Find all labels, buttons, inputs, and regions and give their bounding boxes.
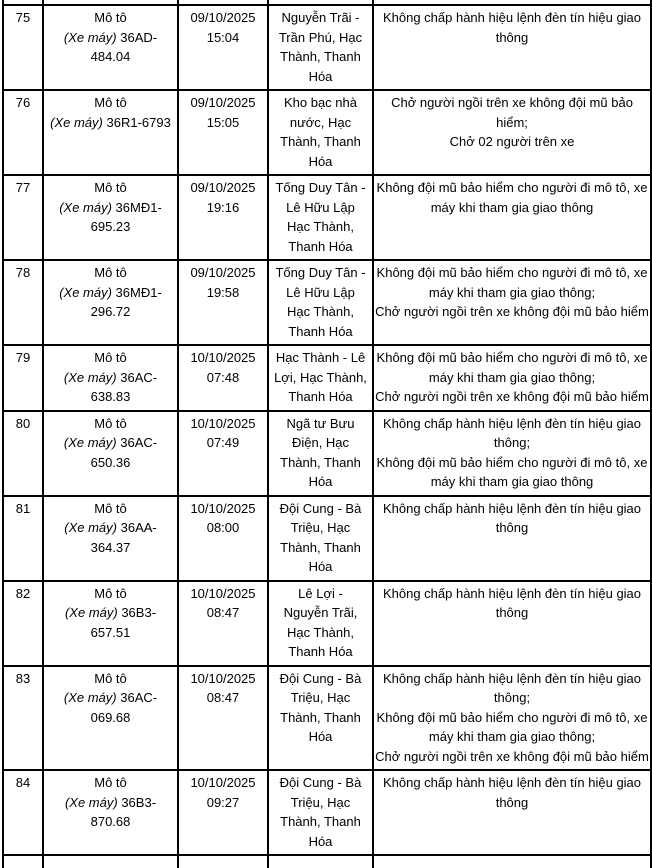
violation-date: 10/10/2025: [190, 350, 256, 365]
vehicle-plate: 36AA-364.37: [90, 520, 157, 555]
datetime-cell: [178, 411, 268, 496]
datetime-cell: [178, 581, 268, 666]
table-row: [3, 345, 651, 411]
vehicle-plate: 36AC-650.36: [90, 435, 158, 470]
violation-time: 07:48: [206, 369, 240, 385]
violation-date: 09/10/2025: [190, 265, 256, 280]
violation-text: Không chấp hành hiệu lệnh đèn tín hiệu giao thông: [382, 10, 642, 45]
violation-cell: [373, 496, 651, 581]
row-number-cell: [3, 496, 43, 581]
row-number: 77: [15, 180, 31, 195]
datetime-cell: [178, 770, 268, 855]
table-row: [3, 90, 651, 175]
row-number-cell: [3, 345, 43, 411]
vehicle-cell: [43, 411, 178, 496]
vehicle-cell: [43, 175, 178, 260]
vehicle-note: (Xe máy): [64, 520, 117, 535]
vehicle-plate-line: [46, 688, 175, 727]
row-number: 81: [15, 500, 31, 516]
violation-text: Không đội mũ bảo hiểm cho người đi mô tô, xe máy khi tham gia giao thông;: [376, 350, 648, 385]
vehicle-plate-line: [46, 518, 175, 557]
vehicle-type: Mô tô: [94, 775, 127, 790]
table-row: [3, 411, 651, 496]
vehicle-type: Mô tô: [94, 265, 127, 280]
vehicle-cell: [43, 581, 178, 666]
violation-text: Không đội mũ bảo hiểm cho người đi mô tô, xe máy khi tham gia giao thông;: [376, 709, 648, 744]
violation-time: 08:47: [206, 690, 240, 705]
vehicle-cell: [43, 90, 178, 175]
vehicle-type: Mô tô: [94, 350, 127, 365]
violation-text: Không đội mũ bảo hiểm cho người đi mô tô, xe máy khi tham gia giao thông: [376, 454, 648, 489]
vehicle-note: (Xe máy): [63, 369, 117, 385]
violation-text: Chở người ngồi trên xe không đội mũ bảo hiểm: [375, 304, 649, 319]
row-number-cell: [3, 770, 43, 855]
row-number: 82: [15, 585, 31, 601]
violation-text: Không chấp hành hiệu lệnh đèn tín hiệu giao thông: [382, 775, 642, 810]
location-cell: Tống Duy Tân - Lê Hữu Lập Hạc Thành, Thanh Hóa: [268, 175, 373, 260]
vehicle-type: Mô tô: [94, 585, 127, 601]
vehicle-type: Mô tô: [94, 670, 127, 686]
vehicle-type: Mô tô: [94, 10, 127, 25]
table-row: [3, 581, 651, 666]
table-row: [3, 666, 651, 771]
row-number-cell: [3, 5, 43, 90]
table-row: [3, 175, 651, 260]
vehicle-plate: 36R1-6793: [106, 114, 171, 130]
row-number-cell: [3, 90, 43, 175]
row-number-cell: [3, 581, 43, 666]
vehicle-note: (Xe máy): [63, 690, 117, 705]
vehicle-plate-line: [46, 368, 175, 407]
empty-cell: [373, 855, 651, 868]
violation-date: 10/10/2025: [190, 775, 256, 790]
violation-cell: [373, 581, 651, 666]
vehicle-cell: [43, 260, 178, 345]
document-page: [2, 0, 650, 868]
vehicle-plate: 36AD-484.04: [90, 29, 158, 64]
violation-text: Không chấp hành hiệu lệnh đèn tín hiệu giao thông: [382, 585, 642, 620]
violation-text: Không chấp hành hiệu lệnh đèn tín hiệu giao thông;: [382, 415, 642, 450]
datetime-cell: [178, 5, 268, 90]
violation-time: 08:00: [206, 520, 240, 535]
vehicle-cell: [43, 496, 178, 581]
violation-time: 15:04: [206, 29, 240, 45]
violation-date: 09/10/2025: [190, 95, 256, 110]
vehicle-type: Mô tô: [94, 180, 127, 195]
violations-table-body: [3, 5, 651, 855]
traffic-violations-table: [2, 0, 652, 868]
vehicle-note: (Xe máy): [50, 114, 103, 130]
location-cell: Đội Cung - Bà Triệu, Hạc Thành, Thanh Hóa: [268, 770, 373, 855]
violation-cell: [373, 411, 651, 496]
vehicle-plate-line: [46, 793, 175, 832]
row-number: 83: [15, 670, 31, 686]
violation-date: 10/10/2025: [190, 415, 256, 431]
violation-time: 19:58: [206, 284, 240, 300]
violation-text: Không đội mũ bảo hiểm cho người đi mô tô, xe máy khi tham gia giao thông;: [376, 265, 648, 300]
violation-text: Chở 02 người trên xe: [449, 134, 575, 149]
violation-time: 08:47: [206, 605, 240, 620]
violation-cell: [373, 175, 651, 260]
violation-cell: [373, 260, 651, 345]
vehicle-note: (Xe máy): [64, 605, 118, 620]
location-cell: Tống Duy Tân - Lê Hữu Lập Hạc Thành, Thanh Hóa: [268, 260, 373, 345]
datetime-cell: [178, 260, 268, 345]
vehicle-plate: 36B3-870.68: [90, 794, 157, 829]
row-number-cell: [3, 175, 43, 260]
violation-text: Không đội mũ bảo hiểm cho người đi mô tô, xe máy khi tham gia giao thông: [376, 180, 648, 215]
datetime-cell: [178, 90, 268, 175]
datetime-cell: [178, 496, 268, 581]
vehicle-plate: 36AC-638.83: [90, 369, 158, 404]
vehicle-cell: [43, 770, 178, 855]
vehicle-note: (Xe máy): [64, 794, 118, 810]
vehicle-plate-line: [46, 433, 175, 472]
vehicle-plate-line: [46, 283, 175, 322]
vehicle-type: Mô tô: [94, 95, 127, 110]
table-row: [3, 496, 651, 581]
vehicle-plate-line: [46, 28, 175, 67]
row-number: 84: [15, 775, 31, 790]
empty-cell: [178, 855, 268, 868]
vehicle-cell: [43, 5, 178, 90]
violation-time: 19:16: [206, 199, 240, 215]
violation-date: 09/10/2025: [190, 180, 256, 195]
violation-cell: [373, 666, 651, 771]
violation-text: Chở người ngồi trên xe không đội mũ bảo hiểm: [375, 748, 649, 764]
row-number: 76: [15, 95, 31, 110]
location-cell: Nguyễn Trãi - Trần Phú, Hạc Thành, Thanh Hóa: [268, 5, 373, 90]
violation-time: 15:05: [206, 114, 240, 130]
row-number: 80: [15, 415, 31, 431]
row-number: 79: [15, 350, 31, 365]
violation-cell: [373, 770, 651, 855]
empty-cell: [268, 855, 373, 868]
location-cell: Đội Cung - Bà Triệu, Hạc Thành, Thanh Hóa: [268, 666, 373, 771]
vehicle-note: (Xe máy): [59, 199, 112, 215]
vehicle-cell: [43, 666, 178, 771]
datetime-cell: [178, 666, 268, 771]
violation-time: 07:49: [206, 435, 240, 450]
location-cell: Hạc Thành - Lê Lợi, Hạc Thành, Thanh Hóa: [268, 345, 373, 411]
vehicle-note: (Xe máy): [59, 284, 112, 300]
violation-text: Không chấp hành hiệu lệnh đèn tín hiệu giao thông: [382, 500, 642, 535]
violation-date: 10/10/2025: [190, 500, 256, 516]
location-cell: Lê Lợi - Nguyễn Trãi, Hạc Thành, Thanh Hóa: [268, 581, 373, 666]
location-cell: Ngã tư Bưu Điện, Hạc Thành, Thanh Hóa: [268, 411, 373, 496]
vehicle-plate: 36MĐ1-296.72: [90, 284, 162, 319]
violation-date: 10/10/2025: [190, 670, 256, 686]
vehicle-type: Mô tô: [94, 415, 127, 431]
vehicle-plate-line: [46, 603, 175, 642]
violation-time: 09:27: [206, 794, 240, 810]
table-row: [3, 770, 651, 855]
row-number-cell: [3, 411, 43, 496]
violation-cell: [373, 345, 651, 411]
vehicle-note: (Xe máy): [63, 29, 117, 45]
violation-text: Chở người ngồi trên xe không đội mũ bảo hiểm;: [391, 95, 633, 130]
vehicle-plate: 36MĐ1-695.23: [90, 199, 162, 234]
violation-date: 09/10/2025: [190, 10, 256, 25]
row-number: 78: [15, 265, 31, 280]
datetime-cell: [178, 175, 268, 260]
table-row: [3, 5, 651, 90]
violation-text: Chở người ngồi trên xe không đội mũ bảo hiểm: [375, 389, 649, 404]
vehicle-note: (Xe máy): [63, 435, 117, 450]
violation-cell: [373, 90, 651, 175]
empty-cell: [43, 855, 178, 868]
vehicle-type: Mô tô: [94, 500, 127, 516]
empty-cell: [3, 855, 43, 868]
row-number-cell: [3, 666, 43, 771]
vehicle-cell: [43, 345, 178, 411]
location-cell: Kho bạc nhà nước, Hạc Thành, Thanh Hóa: [268, 90, 373, 175]
vehicle-plate-line: [46, 113, 175, 133]
table-row: [3, 260, 651, 345]
vehicle-plate-line: [46, 198, 175, 237]
violation-date: 10/10/2025: [190, 585, 256, 601]
row-number-cell: [3, 260, 43, 345]
violation-cell: [373, 5, 651, 90]
vehicle-plate: 36B3-657.51: [90, 605, 157, 640]
table-partial-row-bottom: [3, 855, 651, 868]
row-number: 75: [15, 10, 31, 25]
violation-text: Không chấp hành hiệu lệnh đèn tín hiệu giao thông;: [382, 670, 642, 705]
datetime-cell: [178, 345, 268, 411]
location-cell: Đội Cung - Bà Triệu, Hạc Thành, Thanh Hóa: [268, 496, 373, 581]
table-row-clipped-bottom: [3, 855, 651, 868]
vehicle-plate: 36AC-069.68: [90, 690, 158, 725]
